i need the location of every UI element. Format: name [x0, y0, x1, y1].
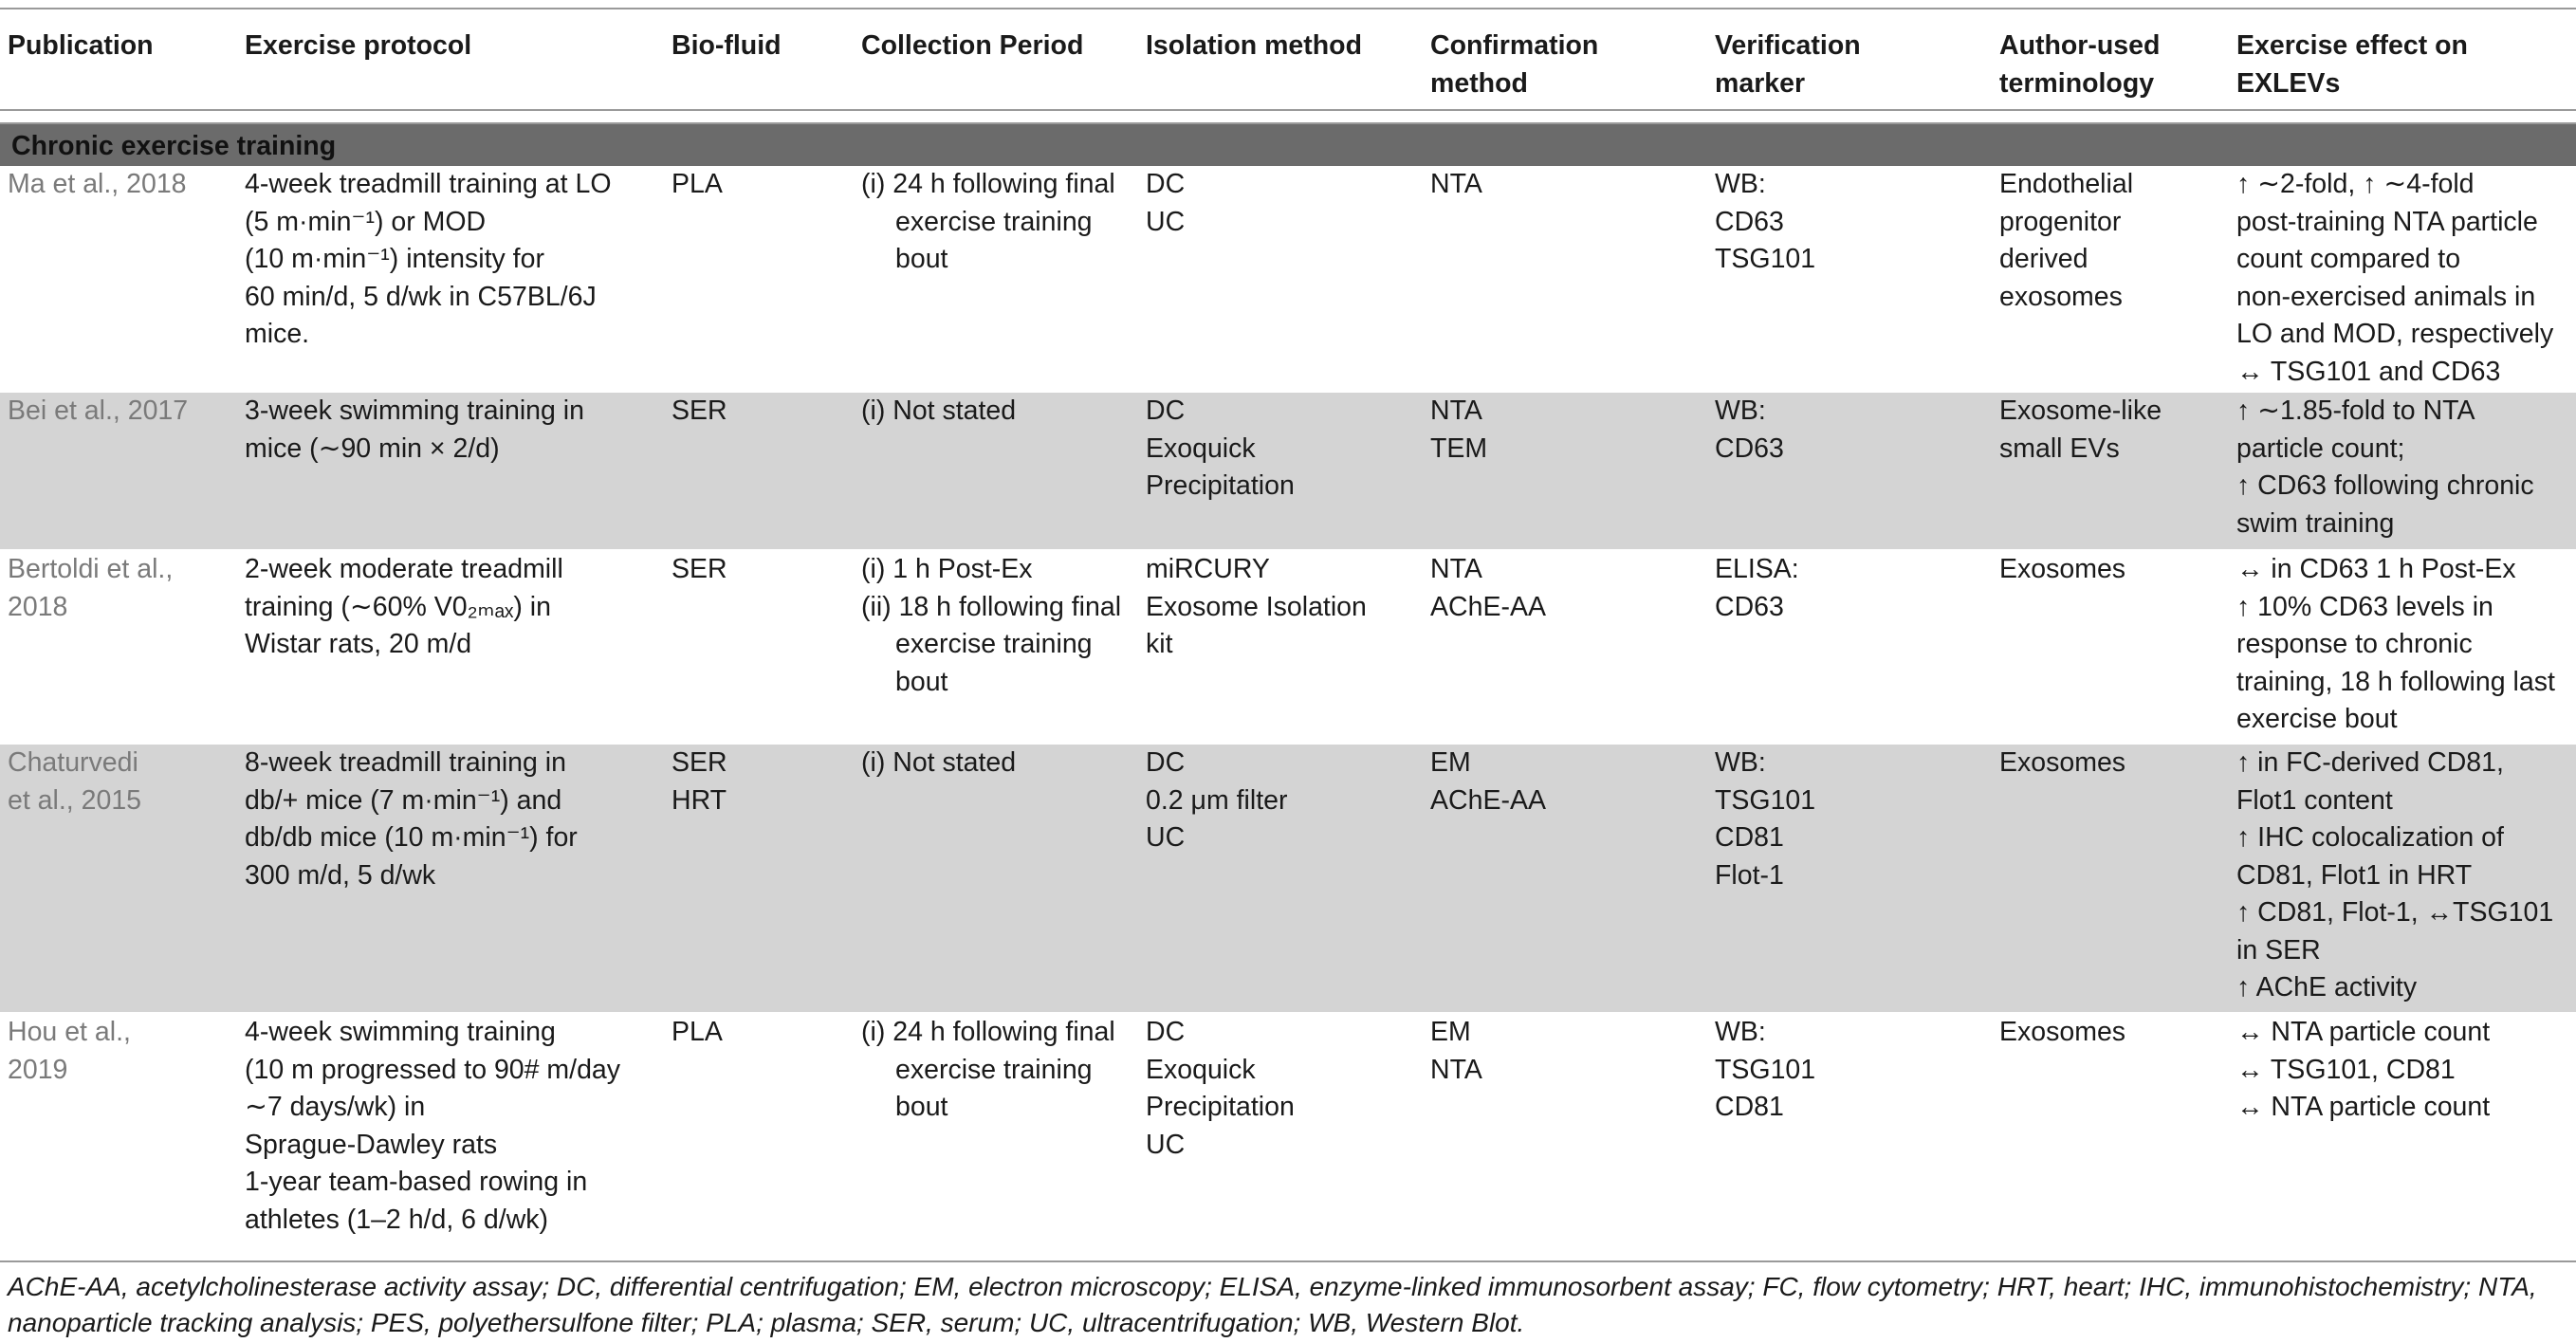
cell-line: TSG101: [1715, 1054, 1816, 1085]
collection-item: (i) Not stated: [861, 396, 1017, 426]
cell-line: 300 m/d, 5 d/wk: [245, 859, 436, 891]
cell-line: UC: [1146, 206, 1186, 237]
cell-line: UC: [1146, 822, 1186, 853]
cell-exercise-effect: [2229, 550, 2576, 744]
cell-line: NTA: [1430, 1054, 1482, 1085]
header-publication: Publication: [0, 19, 237, 110]
exlev-table: [0, 19, 2576, 1243]
table-row: [0, 744, 2576, 1013]
cell-line: DC: [1146, 747, 1186, 778]
cell-collection-period: [854, 392, 1138, 550]
cell-line: training, 18 h following last: [2236, 666, 2555, 697]
cell-line: ↑ IHC colocalization of: [2236, 822, 2504, 853]
cell-line: ↔ in CD63 1 h Post-Ex: [2236, 554, 2516, 584]
cell-author-terminology: [1992, 1013, 2229, 1242]
cell-line: 60 min/d, 5 d/wk in C57BL/6J: [245, 281, 597, 312]
cell-line: (10 m·min⁻¹) intensity for: [245, 244, 544, 274]
cell-line: et al., 2015: [8, 784, 142, 816]
cell-line: exercise bout: [2236, 704, 2398, 734]
cell-line: athletes (1–2 h/d, 6 d/wk): [245, 1204, 549, 1235]
cell-line: ↑ CD63 following chronic: [2236, 470, 2534, 501]
cell-line: CD81: [1715, 822, 1784, 853]
collection-item: (i) 1 h Post-Ex: [861, 554, 1033, 584]
cell-line: EM: [1430, 747, 1471, 778]
cell-author-terminology: [1992, 550, 2229, 744]
cell-line: Bei et al., 2017: [8, 396, 189, 426]
cell-line: Precipitation: [1146, 470, 1295, 501]
cell-line: DC: [1146, 169, 1186, 199]
header-author-terminology: Author-used terminology: [1992, 19, 2229, 110]
cell-line: derived: [1999, 244, 2088, 274]
cell-verification-marker: [1707, 744, 1992, 1013]
section-title: Chronic exercise training: [0, 123, 2576, 166]
cell-line: TSG101: [1715, 244, 1816, 274]
cell-line: ↔ TSG101, CD81: [2236, 1054, 2456, 1085]
cell-isolation-method: [1138, 166, 1423, 392]
cell-isolation-method: [1138, 744, 1423, 1013]
cell-line: ∼7 days/wk) in: [245, 1092, 426, 1122]
cell-publication: [0, 550, 237, 744]
cell-collection-period: [854, 1013, 1138, 1242]
cell-publication: [0, 166, 237, 392]
cell-line: (10 m progressed to 90# m/day: [245, 1054, 621, 1085]
cell-exercise-protocol: [237, 1013, 664, 1242]
cell-line: WB:: [1715, 169, 1766, 199]
cell-line: (5 m·min⁻¹) or MOD: [245, 206, 487, 237]
cell-line: ↑ ∼1.85-fold to NTA: [2236, 396, 2475, 426]
table-row: [0, 1013, 2576, 1242]
cell-collection-period: [854, 166, 1138, 392]
cell-line: ↑ CD81, Flot-1, ↔TSG101: [2236, 897, 2554, 928]
cell-line: ↑ AChE activity: [2236, 972, 2418, 1003]
cell-publication: [0, 1013, 237, 1242]
bottom-rule: [0, 1260, 2576, 1262]
cell-line: TSG101: [1715, 784, 1816, 816]
cell-line: kit: [1146, 629, 1173, 659]
cell-collection-period: [854, 550, 1138, 744]
cell-line: response to chronic: [2236, 629, 2473, 659]
cell-line: count compared to: [2236, 244, 2461, 274]
cell-verification-marker: [1707, 392, 1992, 550]
header-verification-marker: Verification marker: [1707, 19, 1992, 110]
cell-bio-fluid: [664, 392, 854, 550]
cell-line: swim training: [2236, 507, 2395, 539]
cell-line: 0.2 μm filter: [1146, 784, 1288, 816]
collection-item-continuation: exercise training: [895, 206, 1093, 237]
collection-item: (i) 24 h following final: [861, 1017, 1115, 1047]
cell-verification-marker: [1707, 1013, 1992, 1242]
collection-item-continuation: bout: [895, 244, 948, 274]
collection-item: (i) Not stated: [861, 747, 1017, 778]
cell-line: ↑ 10% CD63 levels in: [2236, 591, 2493, 622]
cell-line: 4-week treadmill training at LO: [245, 169, 612, 199]
cell-line: 1-year team-based rowing in: [245, 1167, 588, 1197]
cell-line: LO and MOD, respectively: [2236, 319, 2554, 349]
cell-line: db/db mice (10 m·min⁻¹) for: [245, 822, 578, 853]
cell-author-terminology: [1992, 392, 2229, 550]
cell-isolation-method: [1138, 1013, 1423, 1242]
cell-line: progenitor: [1999, 206, 2122, 237]
cell-line: Chaturvedi: [8, 747, 138, 778]
table-footnote: [8, 1269, 2568, 1341]
cell-isolation-method: [1138, 550, 1423, 744]
top-rule: [0, 8, 2576, 9]
cell-line: particle count;: [2236, 432, 2405, 464]
cell-bio-fluid: [664, 744, 854, 1013]
cell-line: HRT: [672, 784, 727, 816]
cell-publication: [0, 392, 237, 550]
cell-line: Hou et al.,: [8, 1017, 131, 1047]
cell-line: training (∼60% V0₂ₘₐₓ) in: [245, 591, 551, 622]
cell-line: AChE-AA: [1430, 591, 1546, 622]
cell-line: NTA: [1430, 396, 1482, 426]
cell-exercise-effect: [2229, 392, 2576, 550]
header-spacer: [0, 110, 2576, 123]
cell-line: UC: [1146, 1129, 1186, 1160]
cell-line: 2019: [8, 1054, 68, 1085]
cell-line: 3-week swimming training in: [245, 396, 584, 426]
cell-line: ↑ in FC-derived CD81,: [2236, 747, 2504, 778]
cell-line: 8-week treadmill training in: [245, 747, 566, 778]
cell-line: Endothelial: [1999, 169, 2134, 199]
cell-line: WB:: [1715, 1017, 1766, 1047]
cell-line: 2018: [8, 591, 68, 622]
cell-line: Flot-1: [1715, 859, 1784, 891]
footnote-line: nanoparticle tracking analysis; PES, polyethersulfone filter; PLA; plasma; SER, serum; UC, ultracentrifugation; WB, Western Blot.: [8, 1308, 1525, 1337]
cell-line: Exoquick: [1146, 432, 1256, 464]
header-exercise-protocol: Exercise protocol: [237, 19, 664, 110]
cell-line: Exosome Isolation: [1146, 591, 1367, 622]
cell-line: Sprague-Dawley rats: [245, 1129, 498, 1160]
cell-line: miRCURY: [1146, 554, 1270, 584]
cell-line: NTA: [1430, 169, 1482, 199]
cell-exercise-protocol: [237, 166, 664, 392]
cell-confirmation-method: [1423, 744, 1707, 1013]
cell-line: exosomes: [1999, 281, 2123, 312]
cell-confirmation-method: [1423, 550, 1707, 744]
cell-verification-marker: [1707, 166, 1992, 392]
header-exercise-effect: Exercise effect on EXLEVs: [2229, 19, 2576, 110]
cell-exercise-effect: [2229, 166, 2576, 392]
collection-item: (i) 24 h following final: [861, 169, 1115, 199]
footnote-line: AChE-AA, acetylcholinesterase activity assay; DC, differential centrifugation; EM, electron microscopy; ELISA, enzyme-linked immunosorbent assay; FC, flow cytometry; HRT, heart; IHC, immunohistochemistry; NTA,: [8, 1272, 2537, 1301]
cell-confirmation-method: [1423, 1013, 1707, 1242]
cell-line: ELISA:: [1715, 554, 1799, 584]
cell-line: Exosomes: [1999, 747, 2126, 778]
cell-bio-fluid: [664, 166, 854, 392]
collection-item-continuation: exercise training: [895, 629, 1093, 659]
cell-line: WB:: [1715, 747, 1766, 778]
cell-line: EM: [1430, 1017, 1471, 1047]
cell-line: Exosome-like: [1999, 396, 2162, 426]
cell-line: mice.: [245, 319, 310, 349]
cell-line: Exosomes: [1999, 1017, 2126, 1047]
cell-exercise-protocol: [237, 550, 664, 744]
cell-line: SER: [672, 747, 727, 778]
cell-line: ↑ ∼2-fold, ↑ ∼4-fold: [2236, 169, 2475, 199]
cell-line: post-training NTA particle: [2236, 206, 2538, 237]
cell-line: Exosomes: [1999, 554, 2126, 584]
cell-exercise-protocol: [237, 744, 664, 1013]
header-confirmation-method: Confirmation method: [1423, 19, 1707, 110]
header-row: [0, 19, 2576, 110]
table-row: [0, 550, 2576, 744]
cell-exercise-protocol: [237, 392, 664, 550]
table-row: [0, 392, 2576, 550]
cell-bio-fluid: [664, 1013, 854, 1242]
cell-exercise-effect: [2229, 1013, 2576, 1242]
cell-line: db/+ mice (7 m·min⁻¹) and: [245, 784, 562, 816]
cell-line: DC: [1146, 396, 1186, 426]
header-bio-fluid: Bio-fluid: [664, 19, 854, 110]
collection-item-continuation: exercise training: [895, 1054, 1093, 1085]
cell-line: NTA: [1430, 554, 1482, 584]
cell-confirmation-method: [1423, 166, 1707, 392]
cell-author-terminology: [1992, 744, 2229, 1013]
cell-line: Precipitation: [1146, 1092, 1295, 1122]
cell-line: WB:: [1715, 396, 1766, 426]
cell-line: AChE-AA: [1430, 784, 1546, 816]
cell-line: mice (∼90 min × 2/d): [245, 432, 500, 464]
cell-line: ↔ TSG101 and CD63: [2236, 356, 2501, 387]
collection-item-continuation: bout: [895, 1092, 948, 1122]
cell-line: 4-week swimming training: [245, 1017, 556, 1047]
cell-line: PLA: [672, 169, 723, 199]
cell-line: CD63: [1715, 591, 1784, 622]
header-collection-period: Collection Period: [854, 19, 1138, 110]
cell-line: Flot1 content: [2236, 784, 2393, 816]
cell-line: Bertoldi et al.,: [8, 554, 174, 584]
cell-line: TEM: [1430, 432, 1488, 464]
cell-line: CD81: [1715, 1092, 1784, 1122]
cell-line: small EVs: [1999, 432, 2120, 464]
cell-publication: [0, 744, 237, 1013]
cell-line: CD81, Flot1 in HRT: [2236, 859, 2473, 891]
cell-line: DC: [1146, 1017, 1186, 1047]
cell-line: SER: [672, 554, 727, 584]
collection-item-continuation: bout: [895, 666, 948, 697]
table-row: [0, 166, 2576, 392]
cell-line: Wistar rats, 20 m/d: [245, 629, 472, 659]
cell-line: CD63: [1715, 432, 1784, 464]
collection-item: (ii) 18 h following final: [861, 591, 1122, 622]
cell-line: PLA: [672, 1017, 723, 1047]
header-isolation-method: Isolation method: [1138, 19, 1423, 110]
cell-line: SER: [672, 396, 727, 426]
cell-confirmation-method: [1423, 392, 1707, 550]
cell-line: CD63: [1715, 206, 1784, 237]
section-row: [0, 123, 2576, 166]
cell-line: Exoquick: [1146, 1054, 1256, 1085]
cell-bio-fluid: [664, 550, 854, 744]
cell-isolation-method: [1138, 392, 1423, 550]
cell-verification-marker: [1707, 550, 1992, 744]
cell-line: non-exercised animals in: [2236, 281, 2536, 312]
cell-line: in SER: [2236, 934, 2321, 966]
cell-line: ↔ NTA particle count: [2236, 1092, 2491, 1122]
cell-line: 2-week moderate treadmill: [245, 554, 563, 584]
cell-collection-period: [854, 744, 1138, 1013]
cell-line: ↔ NTA particle count: [2236, 1017, 2491, 1047]
cell-line: Ma et al., 2018: [8, 169, 187, 199]
cell-exercise-effect: [2229, 744, 2576, 1013]
cell-author-terminology: [1992, 166, 2229, 392]
